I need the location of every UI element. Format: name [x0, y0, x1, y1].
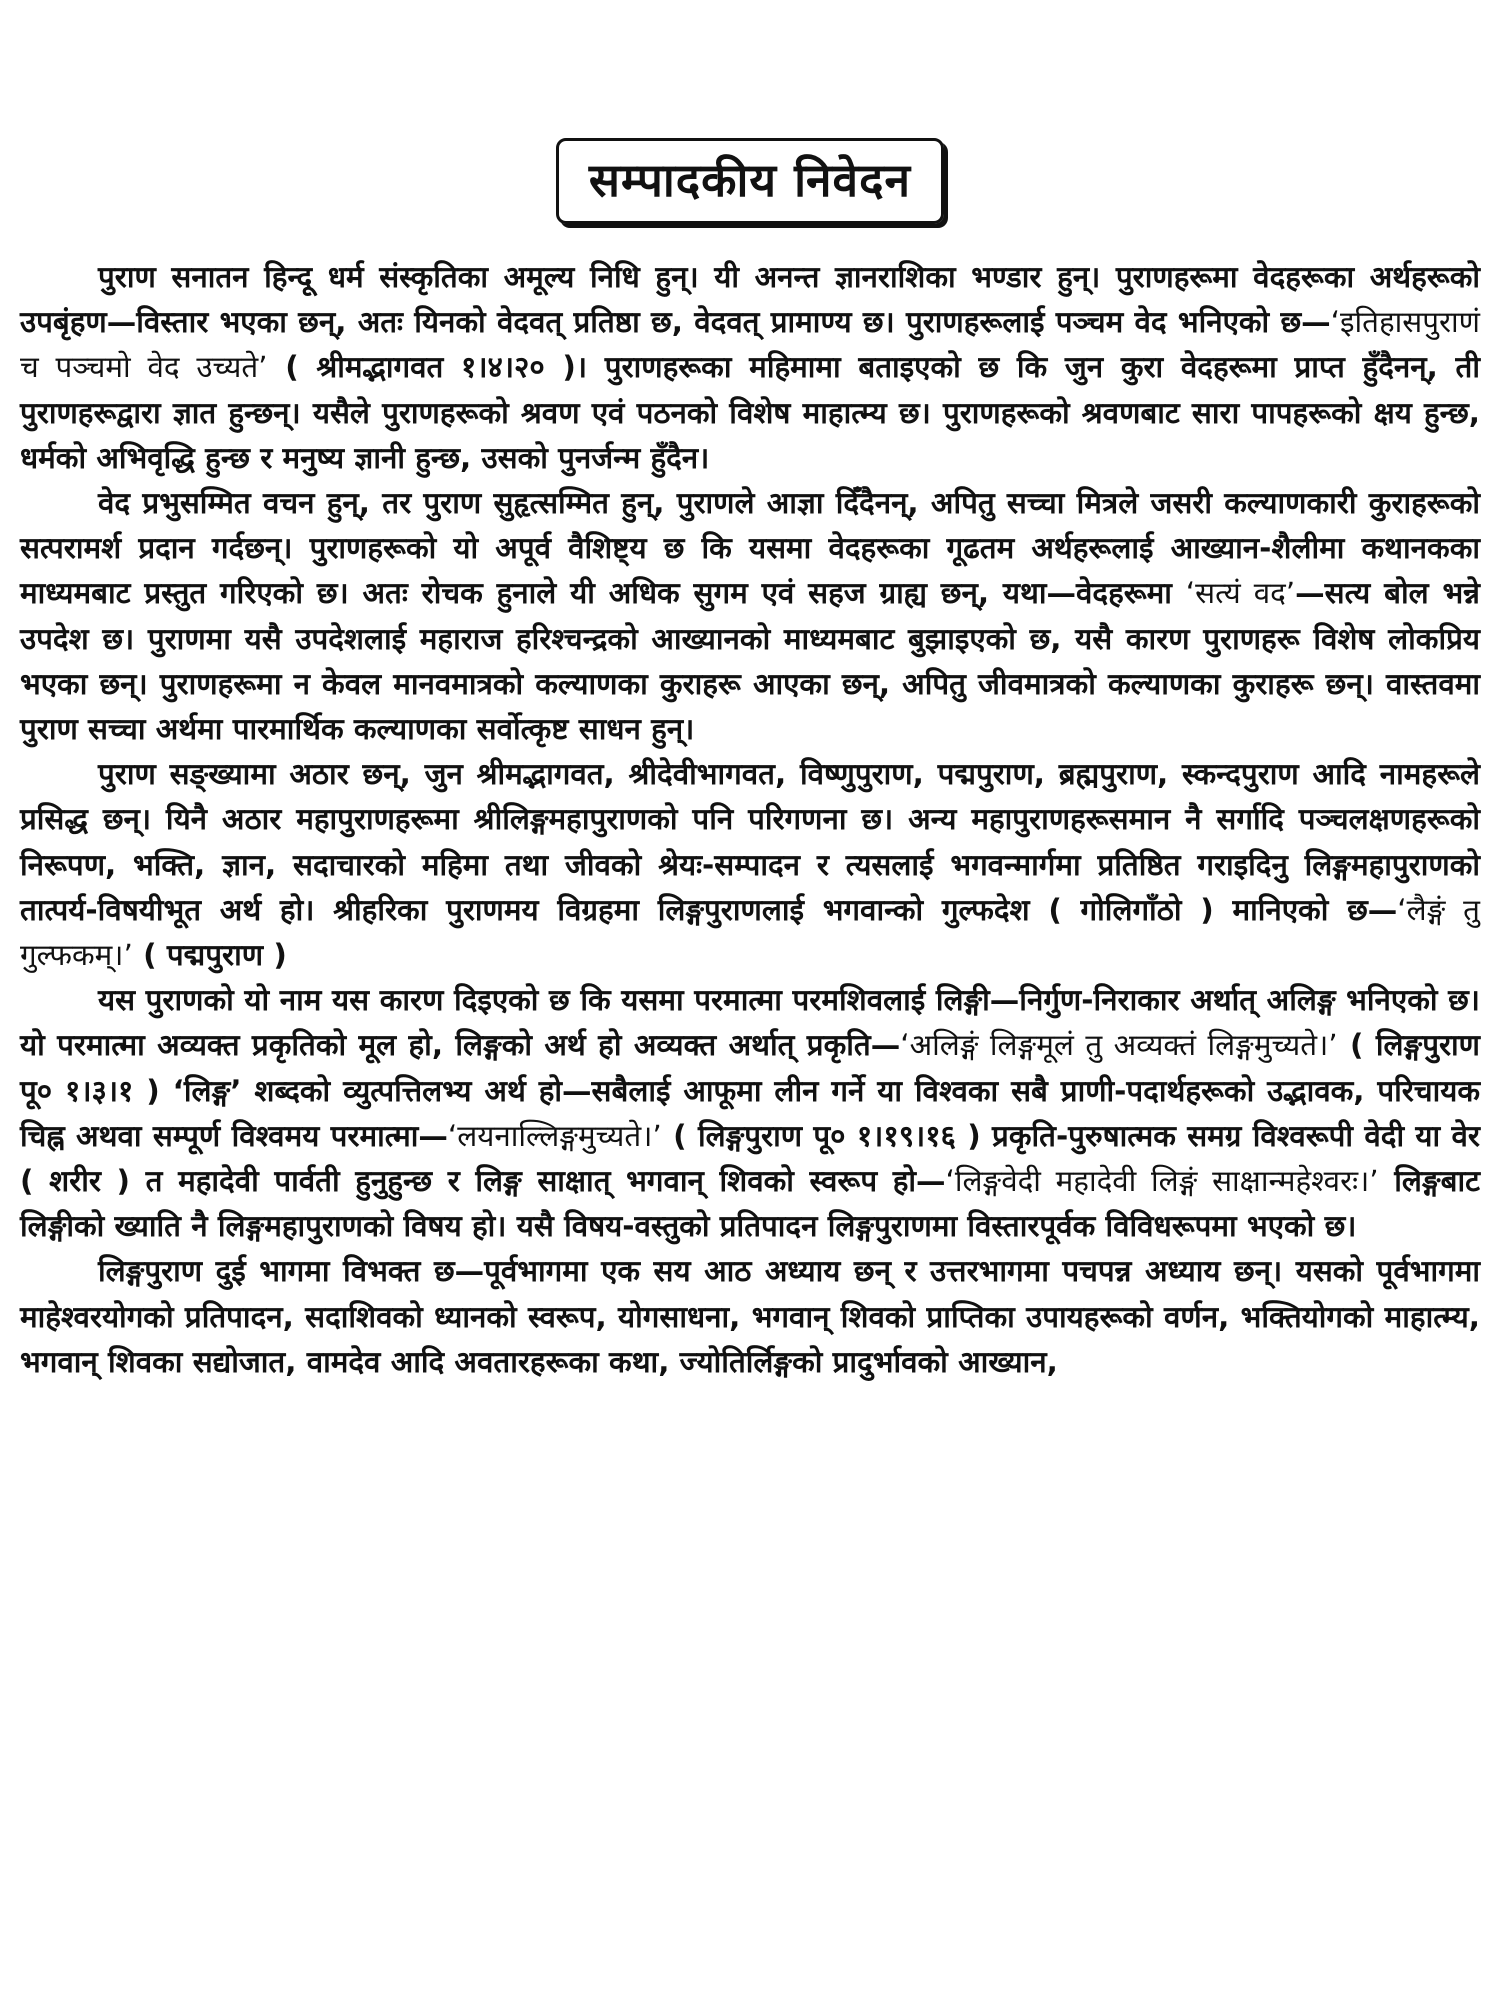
- paragraph-3: [20, 752, 1480, 978]
- paragraph-text: ( लिङ्गपुराण पू० १।१९।१६ ) प्रकृति-पुरुषात्मक समग्र विश्वरूपी वेदी या वेर ( शरीर ) त महादेवी पार्वती हुनुहुन्छ र लिङ्ग साक्षात् भगवान् शिवको स्वरूप हो—: [20, 1118, 1480, 1199]
- paragraph-2: [20, 481, 1480, 752]
- paragraph-text: ( लिङ्गपुराण पू० १।३।१ ) ‘लिङ्ग’ शब्दको व्युत्पत्तिलभ्य अर्थ हो—सबैलाई आफूमा लीन गर्ने या विश्वका सबै प्राणी-पदार्थहरूको उद्भावक, परिचायक चिह्न अथवा सम्पूर्ण विश्वमय परमात्मा—: [20, 1028, 1480, 1153]
- paragraph-text: वेद प्रभुसम्मित वचन हुन्, तर पुराण सुहृत्सम्मित हुन्, पुराणले आज्ञा दिँदैनन्, अपितु सच्चा मित्रले जसरी कल्याणकारी कुराहरूको सत्परामर्श प्रदान गर्दछन्। पुराणहरूको यो अपूर्व वैशिष्ट्य छ कि यसमा वेदहरूका गूढतम अर्थहरूलाई आख्यान-शैलीमा कथानकका माध्यमबाट प्रस्तुत गरिएको छ। अतः रोचक हुनाले यी अधिक सुगम एवं सहज ग्राह्य छन्, यथा—वेदहरूमा: [20, 486, 1480, 611]
- paragraph-text: ( श्रीमद्भागवत १।४।२० )। पुराणहरूका महिमामा बताइएको छ कि जुन कुरा वेदहरूमा प्राप्त हुँदैनन्, ती पुराणहरूद्वारा ज्ञात हुन्छन्। यसैले पुराणहरूको श्रवण एवं पठनको विशेष माहात्म्य छ। पुराणहरूको श्रवणबाट सारा पापहरूको क्षय हुन्छ, धर्मको अभिवृद्धि हुन्छ र मनुष्य ज्ञानी हुन्छ, उसको पुनर्जन्म हुँदैन।: [20, 350, 1480, 475]
- page-title: सम्पादकीय निवेदन: [556, 138, 944, 224]
- paragraph-text: यस पुराणको यो नाम यस कारण दिइएको छ कि यसमा परमात्मा परमशिवलाई लिङ्गी—निर्गुण-निराकार अर्थात् अलिङ्ग भनिएको छ। यो परमात्मा अव्यक्त प्रकृतिको मूल हो, लिङ्गको अर्थ हो अव्यक्त अर्थात् प्रकृति—: [20, 983, 1480, 1063]
- sanskrit-quote: ‘सत्यं वद’: [1185, 576, 1296, 611]
- paragraph-text: पुराण सनातन हिन्दू धर्म संस्कृतिका अमूल्य निधि हुन्। यी अनन्त ज्ञानराशिका भण्डार हुन्। पुराणहरूमा वेदहरूका अर्थहरूको उपबृंहण—विस्तार भएका छन्, अतः यिनको वेदवत् प्रतिष्ठा छ, वेदवत् प्रामाण्य छ। पुराणहरूलाई पञ्चम वेद भनिएको छ—: [20, 260, 1480, 340]
- sanskrit-quote: ‘लयनाल्लिङ्गमुच्यते।’: [447, 1118, 662, 1153]
- sanskrit-quote: ‘अलिङ्गं लिङ्गमूलं तु अव्यक्तं लिङ्गमुच्यते।’: [900, 1028, 1338, 1063]
- paragraph-text: पुराण सङ्ख्यामा अठार छन्, जुन श्रीमद्भागवत, श्रीदेवीभागवत, विष्णुपुराण, पद्मपुराण, ब्रह्मपुराण, स्कन्दपुराण आदि नामहरूले प्रसिद्ध छन्। यिनै अठार महापुराणहरूमा श्रीलिङ्गमहापुराणको पनि परिगणना छ। अन्य महापुराणहरूसमान नै सर्गादि पञ्चलक्षणहरूको निरूपण, भक्ति, ज्ञान, सदाचारको महिमा तथा जीवको श्रेयः-सम्पादन र त्यसलाई भगवन्मार्गमा प्रतिष्ठित गराइदिनु लिङ्गमहापुराणको तात्पर्य-विषयीभूत अर्थ हो। श्रीहरिका पुराणमय विग्रहमा लिङ्गपुराणलाई भगवान्को गुल्फदेश ( गोलिगाँठो ) मानिएको छ—: [20, 757, 1480, 927]
- sanskrit-quote: ‘लिङ्गवेदी महादेवी लिङ्गं साक्षान्महेश्वरः।’: [945, 1164, 1379, 1199]
- sanskrit-quote: ‘लैङ्गं तु गुल्फकम्।’: [20, 892, 1480, 973]
- paragraph-text: —सत्य बोल भन्ने उपदेश छ। पुराणमा यसै उपदेशलाई महाराज हरिश्चन्द्रको आख्यानको माध्यमबाट बुझाइएको छ, यसै कारण पुराणहरू विशेष लोकप्रिय भएका छन्। पुराणहरूमा न केवल मानवमात्रको कल्याणका कुराहरू आएका छन्, अपितु जीवमात्रको कल्याणका कुराहरू छन्। वास्तवमा पुराण सच्चा अर्थमा पारमार्थिक कल्याणका सर्वोत्कृष्ट साधन हुन्।: [20, 576, 1481, 747]
- document-body: [20, 255, 1480, 1385]
- paragraph-text: लिङ्गपुराण दुई भागमा विभक्त छ—पूर्वभागमा एक सय आठ अध्याय छन् र उत्तरभागमा पचपन्न अध्याय छन्। यसको पूर्वभागमा माहेश्वरयोगको प्रतिपादन, सदाशिवको ध्यानको स्वरूप, योगसाधना, भगवान् शिवको प्राप्तिका उपायहरूको वर्णन, भक्तियोगको माहात्म्य, भगवान् शिवका सद्योजात, वामदेव आदि अवतारहरूका कथा, ज्योतिर्लिङ्गको प्रादुर्भावको आख्यान,: [20, 1254, 1480, 1379]
- paragraph-4: [20, 978, 1480, 1249]
- sanskrit-quote: ‘इतिहासपुराणं च पञ्चमो वेद उच्यते’: [20, 305, 1480, 385]
- paragraph-1: [20, 255, 1480, 481]
- title-container: [0, 138, 1500, 224]
- paragraph-text: ( पद्मपुराण ): [132, 938, 287, 973]
- paragraph-5: [20, 1249, 1480, 1385]
- paragraph-text: लिङ्गबाट लिङ्गीको ख्याति नै लिङ्गमहापुराणको विषय हो। यसै विषय-वस्तुको प्रतिपादन लिङ्गपुराणमा विस्तारपूर्वक विविधरूपमा भएको छ।: [20, 1164, 1480, 1244]
